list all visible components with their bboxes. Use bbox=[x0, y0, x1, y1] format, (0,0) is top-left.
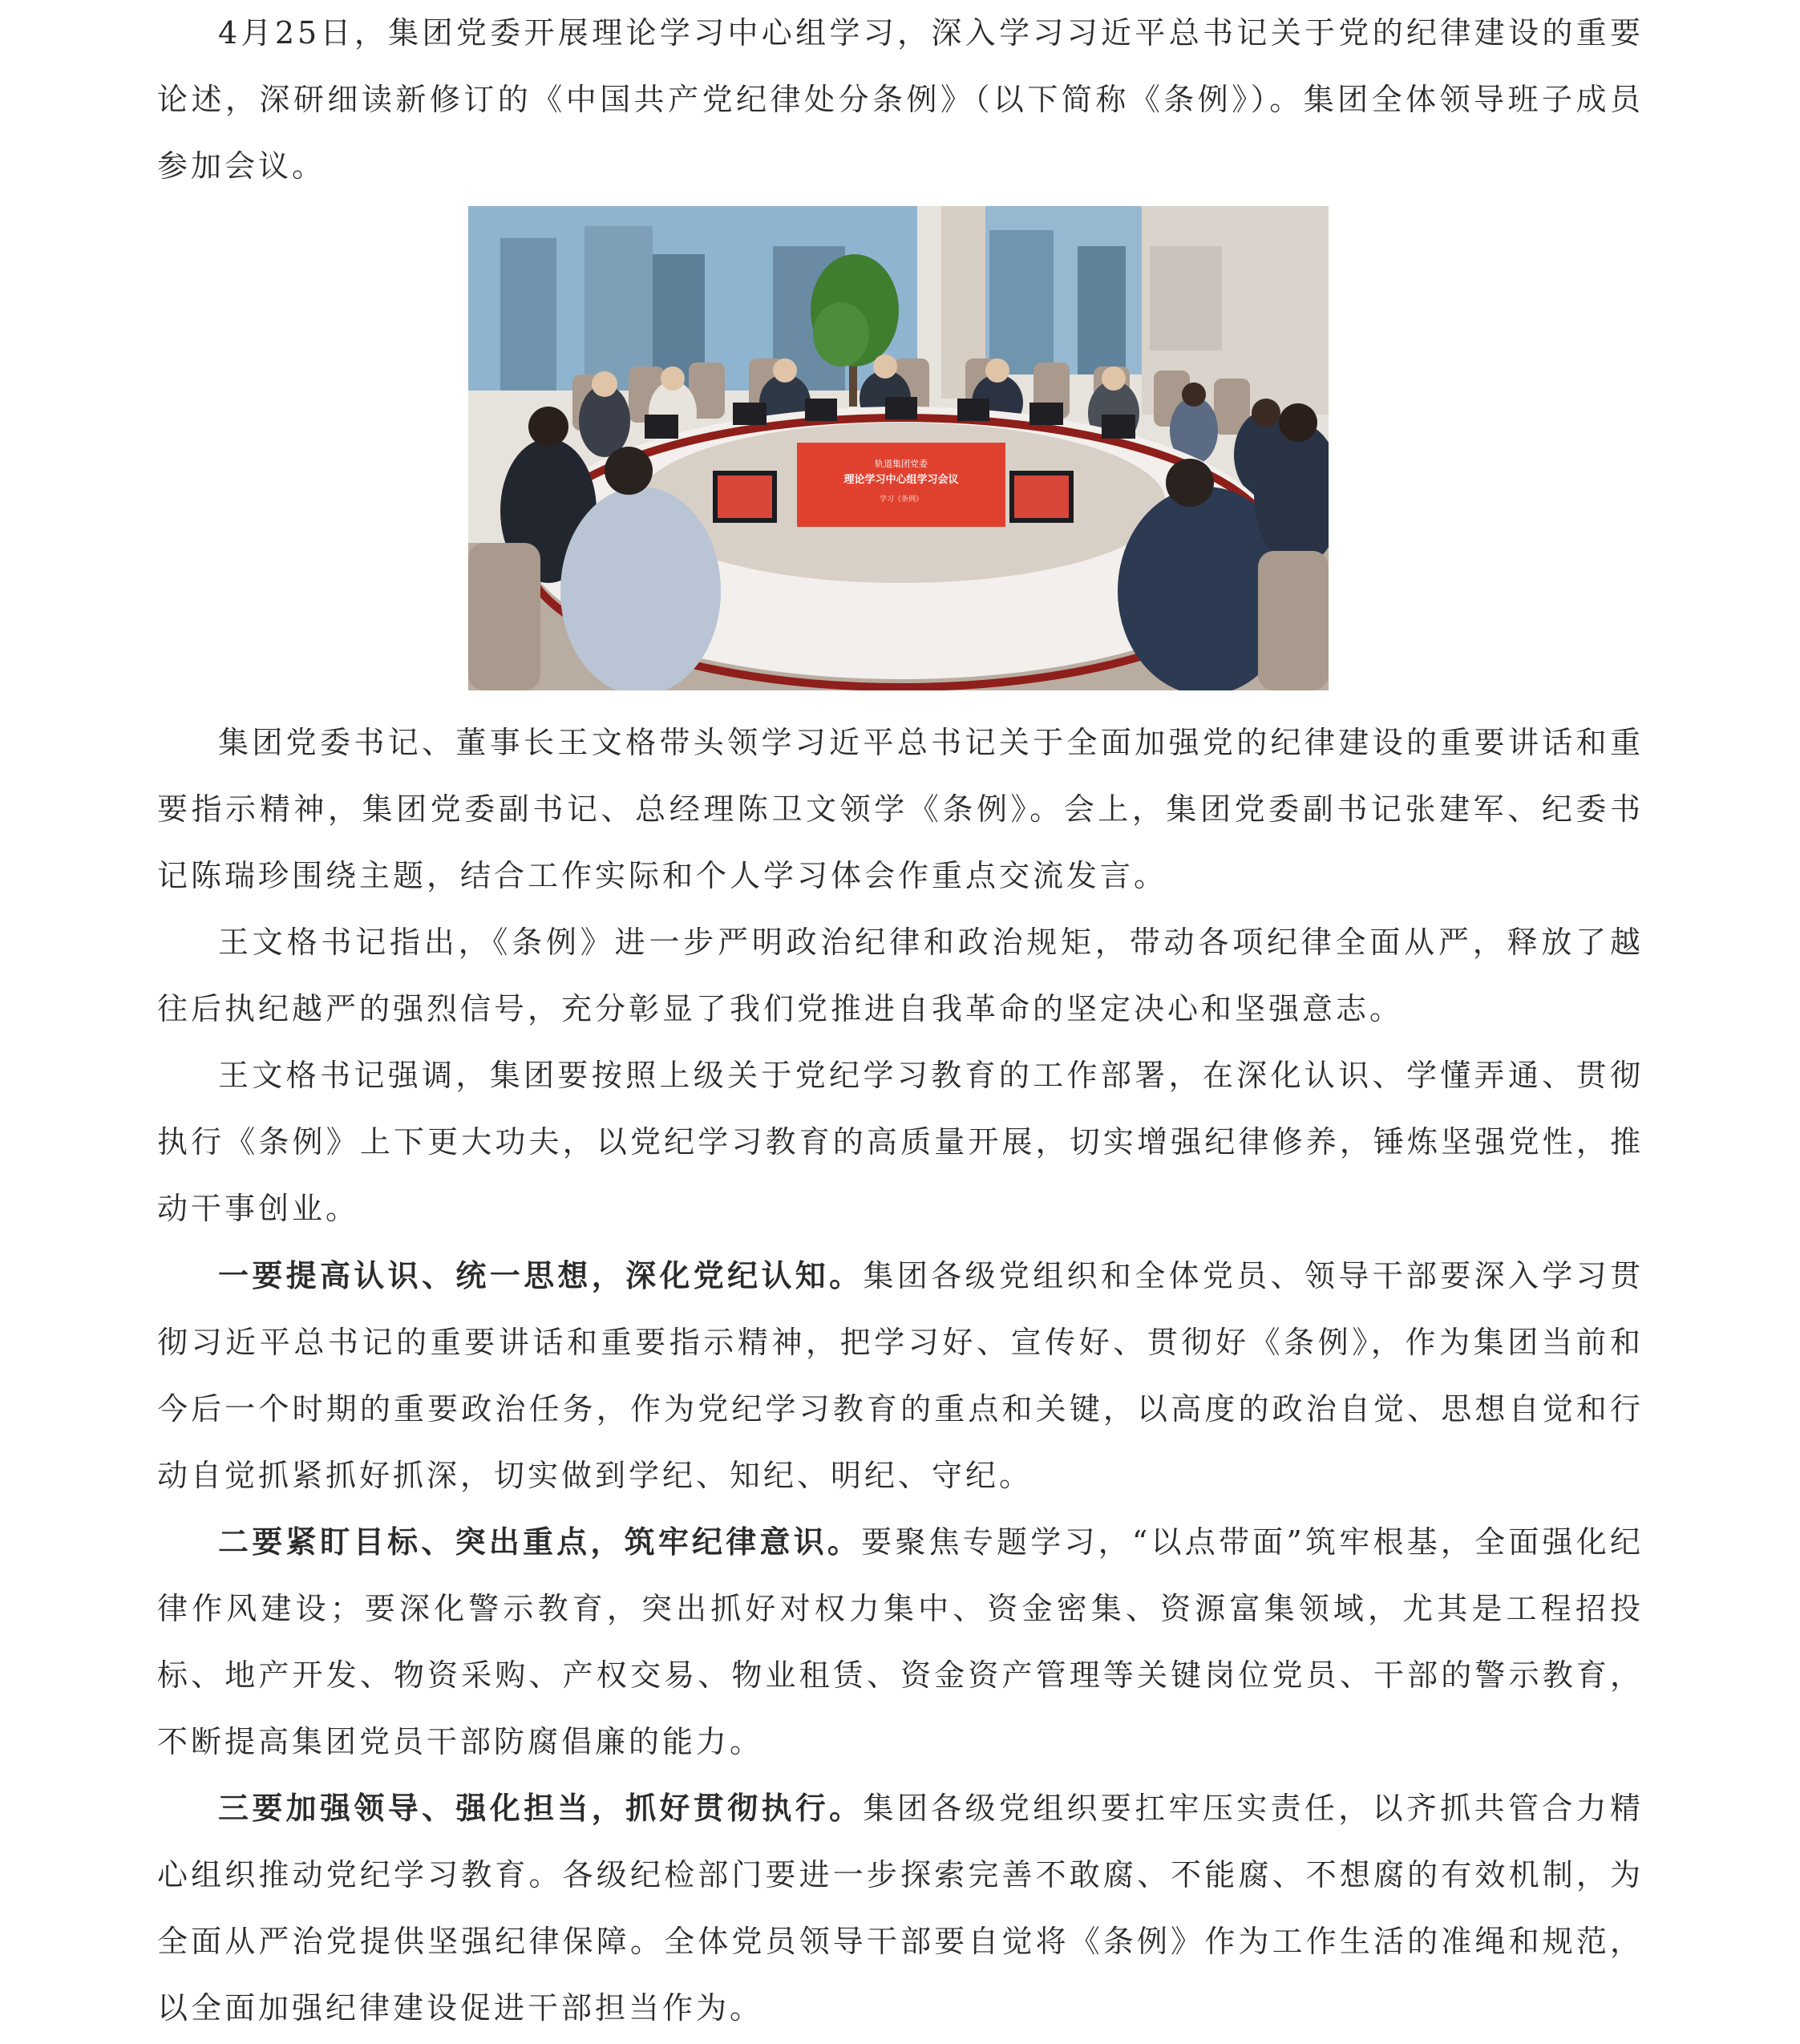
paragraph-point-1 bbox=[157, 1242, 1644, 1509]
paragraph-intro: 4月25日，集团党委开展理论学习中心组学习，深入学习习近平总书记关于党的纪律建设的重要论述，深研细读新修订的《中国共产党纪律处分条例》（以下简称《条例》）。集团全体领导班子成员参加会议。 bbox=[157, 15, 1644, 184]
point-3-body: 集团各级党组织要扛牢压实责任，以齐抓共管合力精心组织推动党纪学习教育。各级纪检部门要进一步探索完善不敢腐、不能腐、不想腐的有效机制，为全面从严治党提供坚强纪律保障。全体党员领导干部要自觉将《条例》作为工作生活的准绳和规范，以全面加强纪律建设促进干部担当作为。 bbox=[157, 1791, 1644, 2026]
screen-title-line2: 理论学习中心组学习会议 bbox=[843, 474, 959, 486]
paragraph-point-3 bbox=[157, 1775, 1644, 2042]
point-2-lead: 二要紧盯目标、突出重点，筑牢纪律意识。 bbox=[218, 1524, 862, 1560]
point-3-lead: 三要加强领导、强化担当，抓好贯彻执行。 bbox=[218, 1790, 864, 1826]
paragraph-point-2 bbox=[157, 1508, 1644, 1775]
point-2-body: 要聚焦专题学习，“以点带面”筑牢根基，全面强化纪律作风建设；要深化警示教育，突出抓好对权力集中、资金密集、资源富集领域，尤其是工程招投标、地产开发、物资采购、产权交易、物业租赁、资金资产管理等关键岗位党员、干部的警示教育，不断提高集团党员干部防腐倡廉的能力。 bbox=[157, 1524, 1644, 1759]
point-1-body: 集团各级党组织和全体党员、领导干部要深入学习贯彻习近平总书记的重要讲话和重要指示精神，把学习好、宣传好、贯彻好《条例》，作为集团当前和今后一个时期的重要政治任务，作为党纪学习教育的重点和关键，以高度的政治自觉、思想自觉和行动自觉抓紧抓好抓深，切实做到学纪、知纪、明纪、守纪。 bbox=[157, 1258, 1644, 1493]
paragraph-remark-2: 王文格书记强调，集团要按照上级关于党纪学习教育的工作部署，在深化认识、学懂弄通、贯彻执行《条例》上下更大功夫，以党纪学习教育的高质量开展，切实增强纪律修养，锤炼坚强党性，推动干事创业。 bbox=[157, 1058, 1644, 1226]
meeting-photo bbox=[468, 206, 1329, 690]
paragraph-remark-1: 王文格书记指出，《条例》进一步严明政治纪律和政治规矩，带动各项纪律全面从严，释放了越往后执纪越严的强烈信号，充分彰显了我们党推进自我革命的坚定决心和坚强意志。 bbox=[157, 925, 1644, 1026]
point-1-lead: 一要提高认识、统一思想，深化党纪认知。 bbox=[218, 1257, 864, 1293]
screen-title-line3: 学习《条例》 bbox=[879, 496, 924, 504]
screen-title-line1: 轨道集团党委 bbox=[875, 459, 928, 469]
paragraph-leaders: 集团党委书记、董事长王文格带头领学习近平总书记关于全面加强党的纪律建设的重要讲话和重要指示精神，集团党委副书记、总经理陈卫文领学《条例》。会上，集团党委副书记张建军、纪委书记陈瑞珍围绕主题，结合工作实际和个人学习体会作重点交流发言。 bbox=[157, 725, 1644, 893]
